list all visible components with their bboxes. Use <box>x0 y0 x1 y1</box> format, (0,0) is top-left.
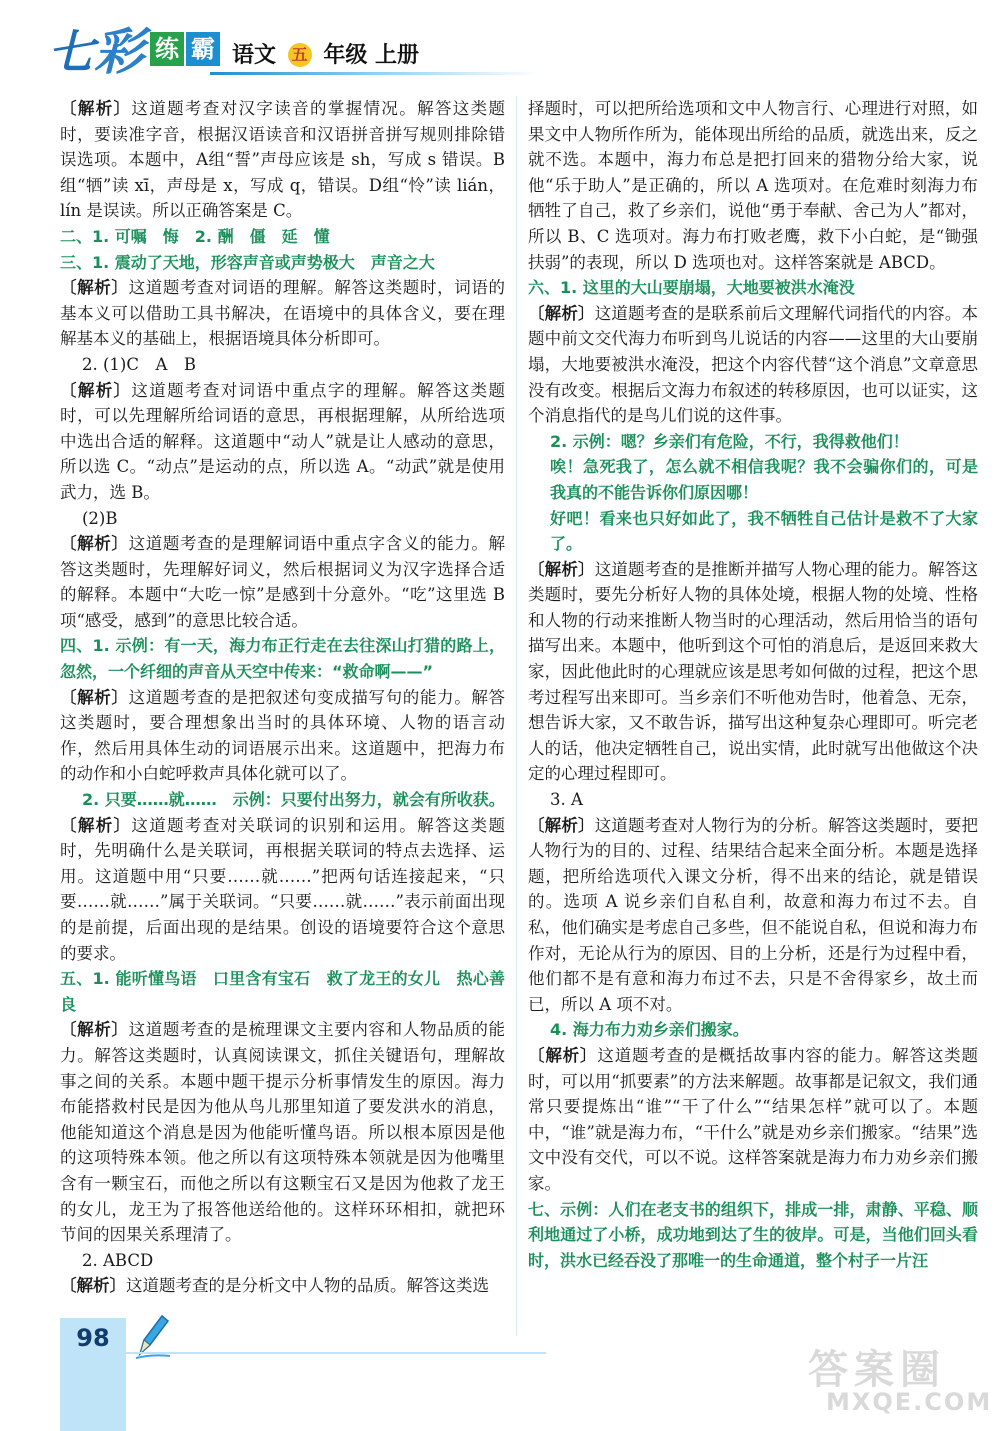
right-paragraph: 3. A <box>550 790 583 810</box>
subject-label: 语文 <box>232 43 277 68</box>
left-paragraph: 〔解析〕这道题考查的是梳理课文主要内容和人物品质的能力。解答这类题时，认真阅读课文，抓住关键语句，理解故事之间的关系。本题中题干提示分析事情发生的原因。海力布能搭救村民是因为他从鸟儿那里知道了要发洪水的消息，他能知道这个消息是因为他能听懂鸟语。所以根本原因是他的这项特殊本领。他之所以有这项特殊本领就是因为他嘴里含有一颗宝石，而他之所以有这颗宝石又是因为他救了龙王的女儿，龙王为了报答他送给他的。这样环环相扣，就把环节间的因果关系理清了。 <box>60 1020 506 1245</box>
left-paragraph: 二、1. 可嘱 悔 2. 酬 僵 延 懂 <box>60 226 330 246</box>
left-paragraph: (2)B <box>82 508 118 528</box>
watermark-top: 答案圈 <box>808 1347 946 1393</box>
left-paragraph: 2. 只要……就…… 示例：只要付出努力，就会有所收获。 <box>82 790 505 810</box>
left-paragraph: 〔解析〕这道题考查对汉字读音的掌握情况。解答这类题时，要读准字音，根据汉语读音和汉语拼音拼写规则排除错误选项。本题中，A组“誓”声母应该是 sh，写成 s 错误。B组“牺”读 xī，声母是 x，写成 q，错误。D组“怜”读 lián，lín 是误读。所以正确答案是 C。 <box>60 99 506 221</box>
column-divider <box>516 96 517 1336</box>
left-paragraph: 〔解析〕这道题考查的是分析文中人物的品质。解答这类选 <box>60 1276 489 1296</box>
book-title <box>232 38 419 69</box>
footer-line <box>126 1352 546 1354</box>
watermark <box>808 1338 993 1426</box>
right-column <box>528 96 978 1273</box>
left-paragraph: 五、1. 能听懂鸟语 口里含有宝石 救了龙王的女儿 热心善良 <box>60 969 505 1014</box>
left-paragraph: 2. ABCD <box>82 1250 154 1270</box>
left-column <box>60 96 505 1299</box>
right-paragraph: 〔解析〕这道题考查的是联系前后文理解代词指代的内容。本题中前文交代海力布听到鸟儿说话的内容——这里的大山要崩塌，大地要被洪水淹没，把这个内容代替“这个消息”文章意思没有改变。根据后文海力布叙述的转移原因，也可以证实，这个消息指代的是鸟儿们说的这件事。 <box>528 303 979 426</box>
right-paragraph: 2. 示例：嗯？乡亲们有危险，不行，我得救他们！ <box>550 431 909 451</box>
page-header <box>0 0 1000 95</box>
left-paragraph: 四、1. 示例：有一天，海力布正行走在去往深山打猎的路上，忽然，一个纤细的声音从天空中传来：“救命啊——” <box>60 636 505 682</box>
right-paragraph: 七、示例：人们在老支书的组织下，排成一排，肃静、平稳、顺利地通过了小桥，成功地到达了生的彼岸。可是，当他们回头看时，洪水已经吞没了那唯一的生命通道，整个村子一片汪 <box>528 1199 978 1270</box>
page-number: 98 <box>76 1324 110 1352</box>
series-logo <box>48 12 218 82</box>
logo-box-ba: 霸 <box>186 32 220 66</box>
right-paragraph: 4. 海力布力劝乡亲们搬家。 <box>550 1020 749 1040</box>
left-paragraph: 〔解析〕这道题考查对词语中重点字的理解。解答这类题时，可以先理解所给词语的意思，再根据理解，从所给选项中选出合适的解释。这道题中“动人”就是让人感动的意思，所以选 C。“动点”是运动的点，所以选 A。“动武”就是使用武力，选 B。 <box>60 380 506 502</box>
logo-box-lian: 练 <box>150 32 184 66</box>
right-paragraph: 六、1. 这里的大山要崩塌，大地要被洪水淹没 <box>528 278 855 298</box>
grade-badge: 五 <box>288 43 312 67</box>
logo-char-qi: 七 <box>48 25 94 79</box>
left-paragraph: 三、1. 震动了天地，形容声音或声势极大 声音之大 <box>60 252 435 272</box>
logo-char-cai: 彩 <box>94 22 144 81</box>
header-divider <box>210 72 540 75</box>
right-paragraph: 择题时，可以把所给选项和文中人物言行、心理进行对照，如果文中人物所作所为，能体现出所给的品质，就选出来，反之就不选。本题中，海力布总是把打回来的猎物分给大家，说他“乐于助人”是正确的，所以 A 选项对。在危难时刻海力布牺牲了自己，救了乡亲们，说他“勇于奉献、舍己为人”都对，所以 B、C 选项对。海力布打败老鹰，救下小白蛇，是“锄强扶弱”的表现，所以 D 选项也对。这样答案就是 ABCD。 <box>528 99 978 272</box>
left-paragraph: 2. (1)C A B <box>82 354 197 374</box>
watermark-bottom: MXQE.COM <box>826 1388 993 1416</box>
right-paragraph: 〔解析〕这道题考查对人物行为的分析。解答这类题时，要把人物行为的目的、过程、结果结合起来全面分析。本题是选择题，把所给选项代入课文分析，得不出来的结论，就是错误的。选项 A 说乡亲们自私自利，故意和海力布过不去。自私，他们确实是考虑自己多些，但不能说自私，但说和海力布作对，无论从行为的原因、目的上分析，还是行为过程中看，他们都不是有意和海力布过不去，只是不舍得家乡，故土而已，所以 A 项不对。 <box>528 815 979 1014</box>
left-paragraph: 〔解析〕这道题考查对关联词的识别和运用。解答这类题时，先明确什么是关联词，再根据关联词的特点去选择、运用。这道题中用“只要……就……”把两句话连接起来，“只要……就……”属于关联词。“只要……就……”表示前面出现的是前提，后面出现的是结果。创设的语境要符合这个意思的要求。 <box>60 815 506 963</box>
right-paragraph: 唉！急死我了，怎么就不相信我呢？我不会骗你们的，可是我真的不能告诉你们原因哪！ <box>550 457 978 502</box>
left-paragraph: 〔解析〕这道题考查的是把叙述句变成描写句的能力。解答这类题时，要合理想象出当时的具体环境、人物的语言动作，然后用具体生动的词语展示出来。这道题中，把海力布的动作和小白蛇呼救声具体化就可以了。 <box>60 687 506 784</box>
right-paragraph: 〔解析〕这道题考查的是推断并描写人物心理的能力。解答这类题时，要先分析好人物的具体处境，根据人物的处境、性格和人物的行动来推断人物当时的心理活动，然后用恰当的语句描写出来。本题中，他听到这个可怕的消息后，是返回来救大家，因此他此时的心理就应该是思考如何做的过程，把这个思考过程写出来即可。当乡亲们不听他劝告时，他着急、无奈，想告诉大家，又不敢告诉，描写出这种复杂心理即可。听完老人的话，他决定牺牲自己，说出实情，此时就写出他做这个决定的心理过程即可。 <box>528 559 979 784</box>
left-paragraph: 〔解析〕这道题考查对词语的理解。解答这类题时，词语的基本义可以借助工具书解决，在语境中的具体含义，要在理解基本义的基础上，根据语境具体分析即可。 <box>60 278 506 349</box>
left-paragraph: 〔解析〕这道题考查的是理解词语中重点字含义的能力。解答这类题时，先理解好词义，然后根据词义为汉字选择合适的解释。本题中“大吃一惊”是感到十分意外。“吃”这里选 B 项“感受，感到”的意思比较合适。 <box>60 534 506 630</box>
right-paragraph: 〔解析〕这道题考查的是概括故事内容的能力。解答这类题时，可以用“抓要素”的方法来解题。故事都是记叙文，我们通常只要提炼出“谁”“干了什么”“结果怎样”就可以了。本题中，“谁”就是海力布，“干什么”就是劝乡亲们搬家。“结果”选文中没有交代，可以不说。这样答案就是海力布力劝乡亲们搬家。 <box>528 1045 979 1193</box>
grade-label: 年级 上册 <box>323 43 420 68</box>
right-paragraph: 好吧！看来也只好如此了，我不牺牲自己估计是救不了大家了。 <box>550 508 978 554</box>
